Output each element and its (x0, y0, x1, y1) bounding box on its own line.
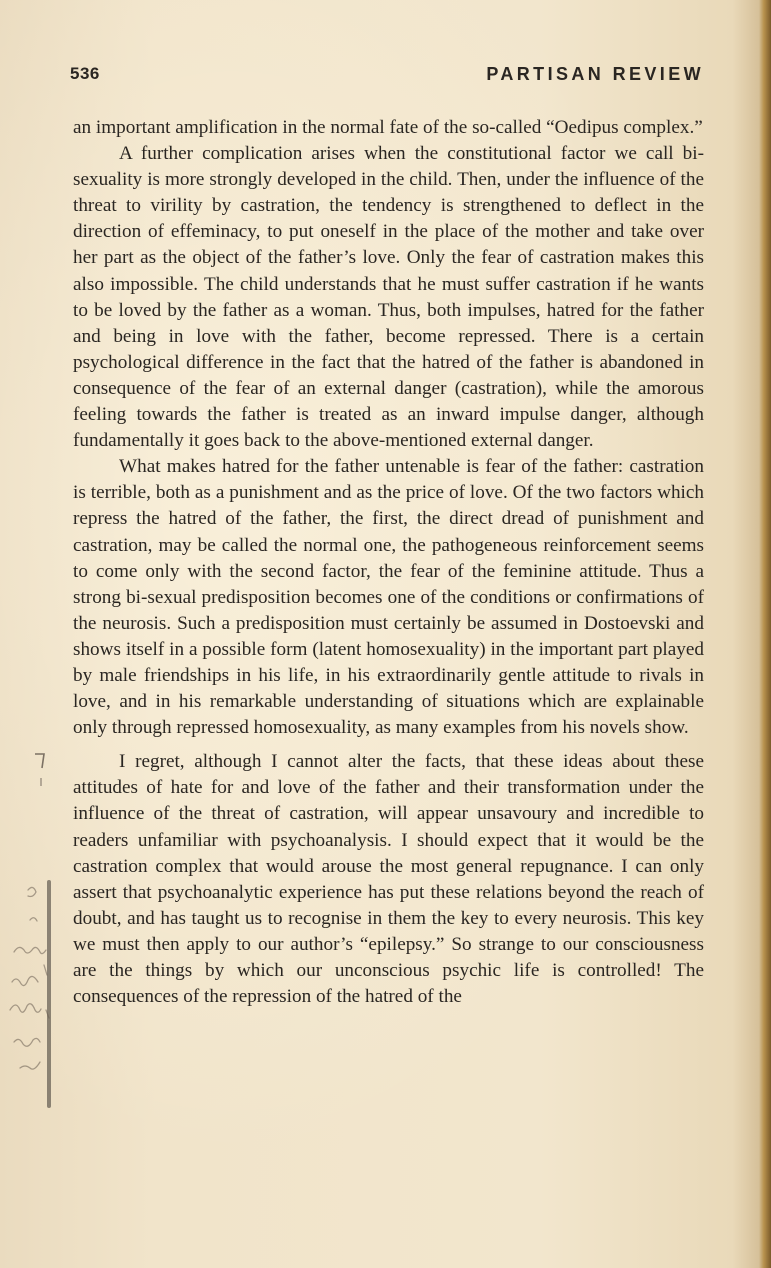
margin-scribble-icon (0, 870, 60, 1090)
paragraph-3: What makes hatred for the father untenable is fear of the father: castration is terrible, both as a punishment and as the price of love. Of the two factors which repress the hatred of the father, the first, the direct dread of punishment and castration, may be called the normal one, the pathogeneous reinforcement seems to come only with the second factor, the fear of the feminine attitude. Thus a strong bi-sexual predisposition becomes one of the conditions or confirmations of the neurosis. Such a predisposition must certainly be assumed in Dostoevski and shows itself in a possible form (latent homosexuality) in the important part played by male friendships in his life, in his extraordinarily gentle attitude to rivals in love, and in his remarkable understanding of situations which are explainable only through repressed homosexuality, as many examples from his novels show. (73, 456, 704, 739)
running-head (70, 64, 704, 88)
paragraph-gap (73, 741, 704, 749)
paragraph-2: A further complication arises when the constitutional factor we call bi-sexuality is more strongly developed in the child. Then, under the influence of the threat to virility by castration, the tendency is strengthened to deflect in the direction of effeminacy, to put oneself in the place of the mother and take over her part as the object of the father’s love. Only the fear of castration makes this also impossible. The child understands that he must suffer castration if he wants to be loved by the father as a woman. Thus, both impulses, hatred for the father and being in love with the father, become repressed. There is a certain psychological difference in the fact that the hatred of the father is abandoned in consequence of the fear of an external danger (castration), while the amorous feeling towards the father is treated as an inward impulse danger, although fundamentally it goes back to the above-mentioned external danger. (73, 143, 704, 452)
margin-tick-mark (32, 750, 48, 790)
paragraph-4: I regret, although I cannot alter the facts, that these ideas about these attitudes of hate for and love of the father and their transformation under the influence of the threat of castration, will appear unsavoury and incredible to readers unfamiliar with psychoanalysis. I should expect that it would be the castration complex that would arouse the most general repugnance. I can only assert that psychoanalytic experience has put these relations beyond the reach of doubt, and has taught us to recognise in them the key to every neurosis. This key we must then apply to our author’s “epilepsy.” So strange to our consciousness are the things by which our unconscious psychic life is controlled! The consequences of the repression of the hatred of the (73, 751, 704, 1008)
article-body (73, 115, 704, 1010)
page-number: 536 (70, 64, 100, 83)
paragraph-1: an important amplification in the normal fate of the so-called “Oedipus complex.” (73, 117, 703, 138)
journal-title: PARTISAN REVIEW (486, 64, 704, 84)
page-edge-shadow (759, 0, 771, 1268)
